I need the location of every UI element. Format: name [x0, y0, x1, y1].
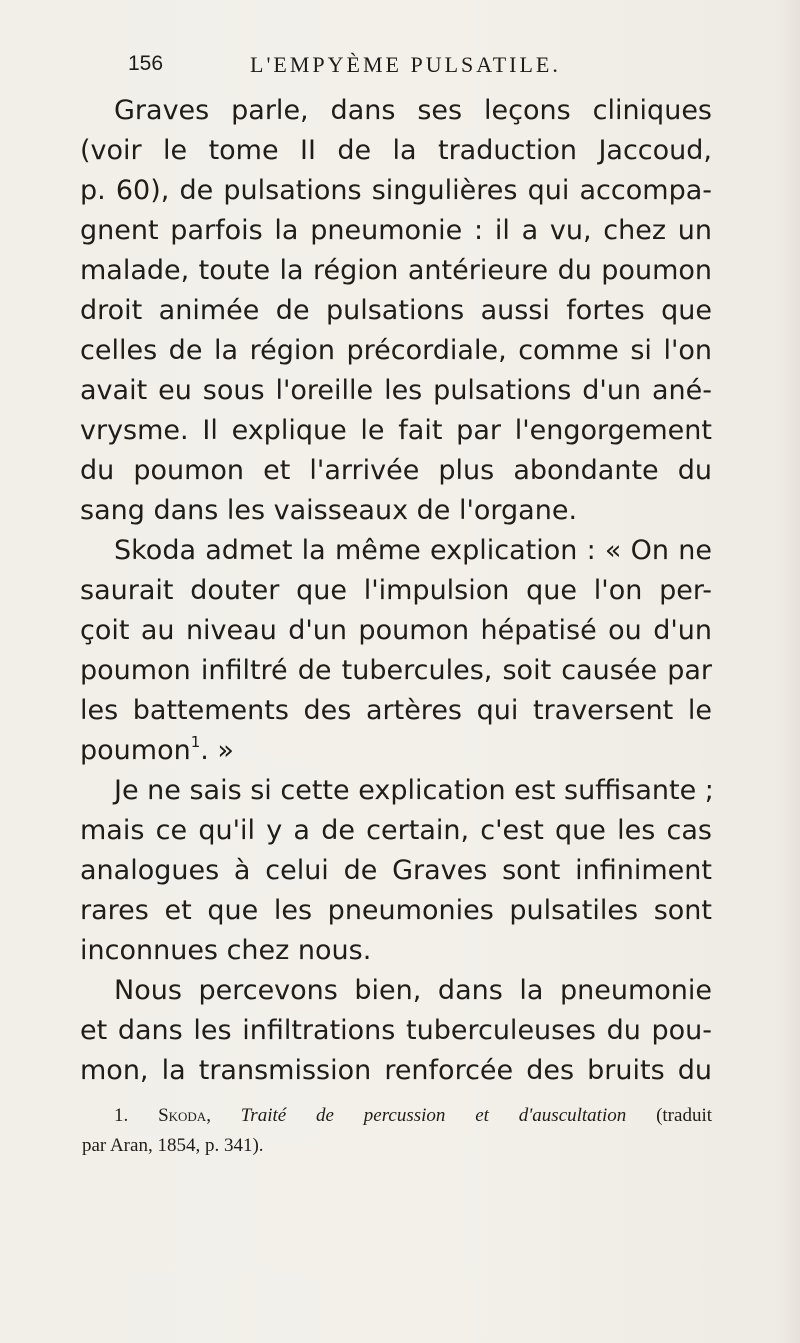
page-edge-shadow: [782, 0, 800, 1343]
text-line: rares et que les pneumonies pulsatiles sont: [80, 895, 712, 926]
text-line: poumon infiltré de tubercules, soit causée par: [80, 655, 712, 686]
running-title: L'EMPYÈME PULSATILE.: [250, 52, 561, 77]
footnote-text: (traduit: [656, 1105, 713, 1126]
text-line: inconnues chez nous.: [80, 935, 372, 966]
text-line: Nous percevons bien, dans la pneumonie: [114, 975, 712, 1006]
text-line: gnent parfois la pneumonie : il a vu, chez un: [80, 215, 712, 246]
footnote-line: [114, 1101, 712, 1131]
text-fragment: poumon: [80, 735, 191, 766]
text-line: Je ne sais si cette explication est suffisante ;: [114, 775, 714, 806]
text-line: avait eu sous l'oreille les pulsations d'un ané-: [80, 375, 712, 406]
footnote-number: 1.: [114, 1105, 129, 1126]
text-line-with-footnote: [80, 731, 712, 771]
text-line: droit animée de pulsations aussi fortes que: [80, 295, 712, 326]
text-line: les battements des artères qui traversent le: [80, 695, 712, 726]
footnote-author: Skoda,: [158, 1105, 211, 1126]
text-line: saurait douter que l'impulsion que l'on per-: [80, 575, 712, 606]
text-line: (voir le tome II de la traduction Jaccoud,: [80, 135, 712, 166]
text-line: vrysme. Il explique le fait par l'engorgement: [80, 415, 712, 446]
text-line: celles de la région précordiale, comme si l'on: [80, 335, 712, 366]
text-line: Graves parle, dans ses leçons cliniques: [114, 95, 712, 126]
text-line: malade, toute la région antérieure du poumon: [80, 255, 712, 286]
text-line: et dans les infiltrations tuberculeuses du pou-: [80, 1015, 712, 1046]
text-line: sang dans les vaisseaux de l'organe.: [80, 495, 578, 526]
text-line: du poumon et l'arrivée plus abondante du: [80, 455, 712, 486]
text-line: mon, la transmission renforcée des bruits du: [80, 1055, 712, 1086]
footnote-title: Traité de percussion et d'auscultation: [240, 1105, 627, 1126]
footnote-line: par Aran, 1854, p. 341).: [82, 1135, 264, 1156]
text-line: mais ce qu'il y a de certain, c'est que les cas: [80, 815, 712, 846]
text-line: Skoda admet la même explication : « On ne: [114, 535, 712, 566]
page-header: [128, 52, 718, 82]
quote-closing: . »: [200, 735, 234, 766]
text-line: analogues à celui de Graves sont infiniment: [80, 855, 712, 886]
text-line: çoit au niveau d'un poumon hépatisé ou d'un: [80, 615, 712, 646]
page-number: 156: [128, 52, 164, 75]
text-line: p. 60), de pulsations singulières qui accompa-: [80, 175, 712, 206]
footnote-reference: 1: [190, 733, 201, 751]
